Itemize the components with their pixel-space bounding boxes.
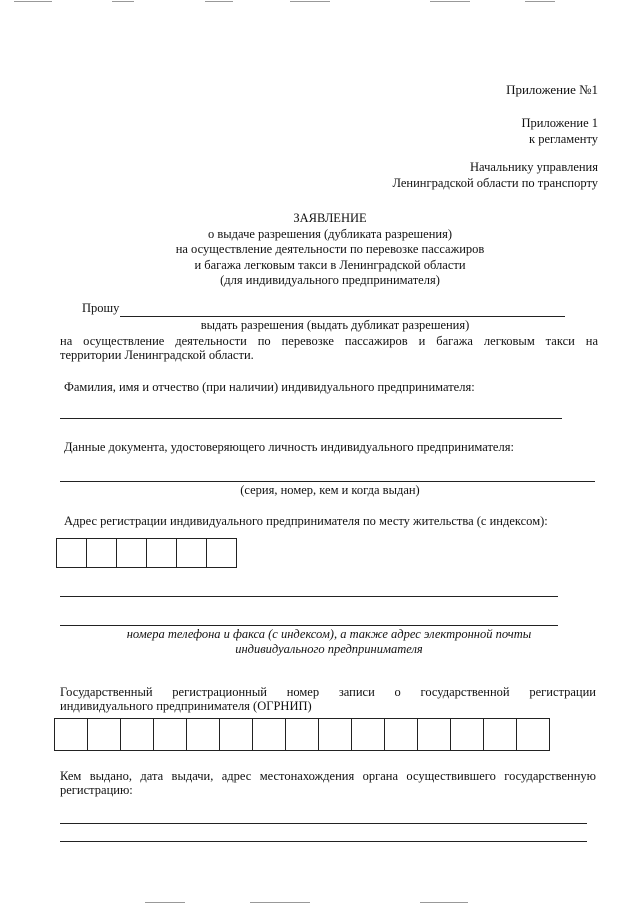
ogrnip-digit-cell[interactable] [516, 718, 550, 751]
ogrnip-digit-cell[interactable] [417, 718, 451, 751]
scan-edge-top [290, 1, 330, 2]
contacts-hint-line2: индивидуального предпринимателя [235, 642, 423, 656]
ogrnip-digit-cell[interactable] [483, 718, 517, 751]
issued-label-line1: Кем выдано, дата выдачи, адрес местонахождения органа осуществившего государственную [60, 769, 596, 783]
document-label: Данные документа, удостоверяющего личность индивидуального предпринимателя: [64, 440, 514, 454]
ogrnip-digit-cell[interactable] [318, 718, 352, 751]
addressee-line1: Начальнику управления [470, 160, 598, 174]
issued-input-line2[interactable] [60, 841, 587, 842]
request-input-line[interactable] [120, 316, 565, 317]
contacts-hint [60, 627, 598, 657]
ogrnip-digit-cell[interactable] [252, 718, 286, 751]
fio-input-line[interactable] [60, 418, 562, 419]
appendix-main: Приложение №1 [506, 82, 598, 97]
request-label: Прошу [82, 301, 120, 315]
ogrnip-digit-cell[interactable] [285, 718, 319, 751]
document-title [0, 211, 640, 289]
request-text-line2: территории Ленинградской области. [60, 348, 254, 362]
scan-edge-top [430, 1, 470, 2]
ogrnip-digit-cell[interactable] [153, 718, 187, 751]
ogrnip-digit-cell[interactable] [54, 718, 88, 751]
request-text-line1: на осуществление деятельности по перевозке пассажиров и багажа легковым такси на [60, 334, 598, 348]
request-hint: выдать разрешения (выдать дубликат разрешения) [200, 318, 470, 332]
document-hint: (серия, номер, кем и когда выдан) [240, 483, 420, 497]
title-line1: о выдаче разрешения (дубликата разрешения) [208, 226, 452, 241]
ogrnip-boxes [54, 718, 550, 751]
title-line4: (для индивидуального предпринимателя) [220, 273, 440, 287]
fio-label: Фамилия, имя и отчество (при наличии) индивидуального предпринимателя: [64, 380, 475, 394]
scan-edge-bottom [420, 902, 468, 903]
contacts-hint-line1: номера телефона и факса (с индексом), а также адрес электронной почты [126, 627, 532, 641]
appendix-sub: Приложение 1 [521, 116, 598, 130]
ogrnip-digit-cell[interactable] [351, 718, 385, 751]
title-line2: на осуществление деятельности по перевозке пассажиров [175, 242, 485, 256]
postcode-boxes [56, 538, 237, 568]
scan-edge-top [525, 1, 555, 2]
address-label: Адрес регистрации индивидуального предпринимателя по месту жительства (с индексом): [64, 514, 548, 528]
ogrnip-digit-cell[interactable] [384, 718, 418, 751]
title-heading: ЗАЯВЛЕНИЕ [293, 211, 367, 225]
postcode-digit-cell[interactable] [56, 538, 87, 568]
to-regulation: к регламенту [529, 132, 598, 146]
ogrnip-digit-cell[interactable] [186, 718, 220, 751]
scan-edge-top [14, 1, 52, 2]
document-input-line[interactable] [60, 481, 595, 482]
postcode-digit-cell[interactable] [206, 538, 237, 568]
issued-label-line2: регистрацию: [60, 783, 133, 797]
ogrnip-digit-cell[interactable] [87, 718, 121, 751]
scan-edge-bottom [250, 902, 310, 903]
scan-edge-top [205, 1, 233, 2]
scan-edge-top [112, 1, 134, 2]
postcode-digit-cell[interactable] [146, 538, 177, 568]
ogrnip-digit-cell[interactable] [450, 718, 484, 751]
ogrnip-label-line1: Государственный регистрационный номер записи о государственной регистрации [60, 685, 596, 699]
ogrnip-label-line2: индивидуального предпринимателя (ОГРНИП) [60, 699, 312, 713]
postcode-digit-cell[interactable] [86, 538, 117, 568]
postcode-digit-cell[interactable] [116, 538, 147, 568]
address-input-line[interactable] [60, 596, 558, 597]
scan-edge-bottom [145, 902, 185, 903]
title-line3: и багажа легковым такси в Ленинградской области [194, 257, 466, 272]
ogrnip-digit-cell[interactable] [120, 718, 154, 751]
ogrnip-digit-cell[interactable] [219, 718, 253, 751]
contacts-input-line[interactable] [60, 625, 558, 626]
issued-input-line1[interactable] [60, 823, 587, 824]
addressee-line2: Ленинградской области по транспорту [392, 176, 598, 190]
postcode-digit-cell[interactable] [176, 538, 207, 568]
